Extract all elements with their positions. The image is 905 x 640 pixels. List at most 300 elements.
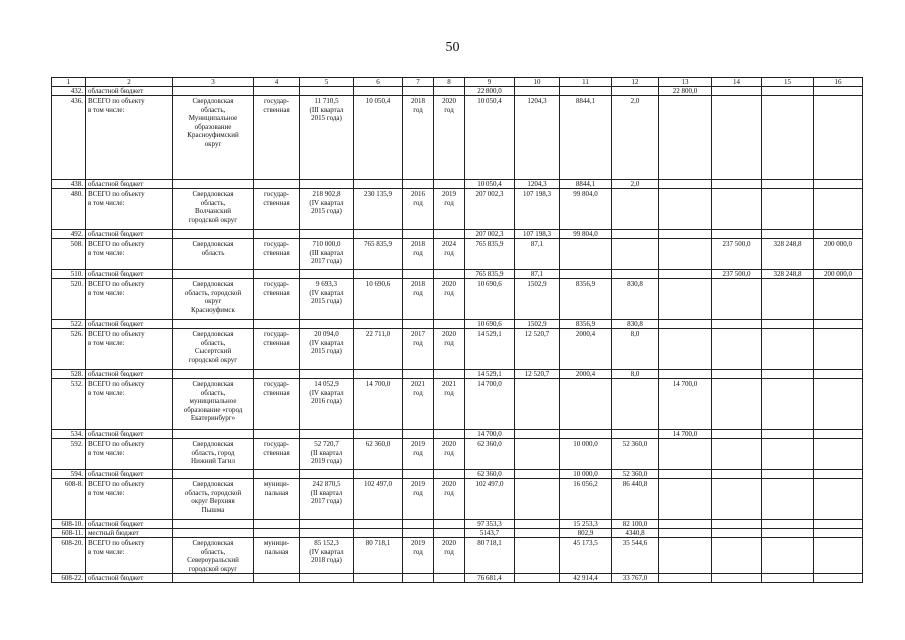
table-cell: 2020 год [434,538,465,574]
table-cell: государ- ственная [254,96,300,180]
table-cell: 492. [52,230,86,239]
table-cell [814,189,863,230]
table-cell [300,180,354,189]
table-cell [712,430,762,439]
table-cell: 45 173,5 [560,538,612,574]
table-cell [434,529,465,538]
table-cell [403,370,434,379]
table-cell: 62 360,0 [354,439,403,470]
table-cell: 52 360,0 [612,439,659,470]
table-cell: 14 700,0 [659,430,712,439]
table-cell [612,230,659,239]
table-cell [254,529,300,538]
table-cell [254,180,300,189]
table-cell: ВСЕГО по объекту в том числе: [86,439,173,470]
table-cell: 608-20. [52,538,86,574]
table-cell: 526. [52,329,86,370]
table-cell [515,520,560,529]
table-cell: 102 497,0 [354,479,403,520]
table-cell: 2019 год [403,538,434,574]
table-cell: 2020 год [434,279,465,320]
table-cell: 2016 год [403,189,434,230]
table-cell: областной бюджет [86,470,173,479]
table-cell [560,239,612,270]
table-cell [173,87,254,96]
table-cell [434,520,465,529]
table-cell [403,430,434,439]
table-cell [434,87,465,96]
table-cell: 2019 год [434,189,465,230]
table-cell: 12 520,7 [515,329,560,370]
table-cell [515,470,560,479]
column-number-row [52,78,863,87]
table-cell [254,87,300,96]
table-cell [762,520,814,529]
table-cell [762,320,814,329]
column-number-cell: 16 [814,78,863,87]
table-cell [659,180,712,189]
table-cell: 8844,1 [560,180,612,189]
table-cell [659,574,712,583]
table-cell [354,430,403,439]
table-cell [173,430,254,439]
table-cell [814,520,863,529]
table-cell [560,270,612,279]
table-cell [814,370,863,379]
table-cell: областной бюджет [86,320,173,329]
table-cell: 830,8 [612,279,659,320]
table-cell [762,479,814,520]
table-cell [434,180,465,189]
table-cell [612,189,659,230]
table-cell [814,329,863,370]
table-cell [434,270,465,279]
table-cell [814,320,863,329]
table-cell [515,430,560,439]
table-cell [403,320,434,329]
table-cell: Свердловская область, Сысертский городской округ [173,329,254,370]
table-cell [762,87,814,96]
table-cell: 237 500,0 [712,239,762,270]
table-cell: 33 767,0 [612,574,659,583]
table-cell: 107 198,3 [515,189,560,230]
table-cell: 52 720,7 (II квартал 2019 года) [300,439,354,470]
table-cell: 2000,4 [560,329,612,370]
table-cell [762,189,814,230]
table-cell: 2,0 [612,96,659,180]
table-cell: 2020 год [434,96,465,180]
table-cell: 10 050,4 [465,96,515,180]
table-cell: 2018 год [403,279,434,320]
table-cell: 508. [52,239,86,270]
table-cell [814,479,863,520]
table-cell: ВСЕГО по объекту в том числе: [86,96,173,180]
table-cell: 436. [52,96,86,180]
table-cell: ВСЕГО по объекту в том числе: [86,479,173,520]
table-cell [300,520,354,529]
table-cell: 432. [52,87,86,96]
table-cell [560,430,612,439]
table-cell [814,439,863,470]
column-number-cell: 14 [712,78,762,87]
table-cell [659,479,712,520]
table-cell: областной бюджет [86,370,173,379]
table-cell: 52 360,0 [612,470,659,479]
table-cell: Свердловская область, Североуральский городской округ [173,538,254,574]
table-cell [712,379,762,430]
table-cell: 1502,9 [515,279,560,320]
table-cell: 12 520,7 [515,370,560,379]
table-cell [659,439,712,470]
table-cell: 1204,3 [515,180,560,189]
column-number-cell: 5 [300,78,354,87]
table-cell: 522. [52,320,86,329]
table-cell [354,574,403,583]
table-cell [173,370,254,379]
table-cell: 42 914,4 [560,574,612,583]
table-cell [560,87,612,96]
table-cell: 438. [52,180,86,189]
table-cell: 830,8 [612,320,659,329]
table-cell: государ- ственная [254,439,300,470]
table-cell: 14 700,0 [354,379,403,430]
table-cell [814,379,863,430]
table-cell: государ- ственная [254,379,300,430]
table-cell [762,96,814,180]
table-cell: государ- ственная [254,239,300,270]
table-cell: 207 002,3 [465,189,515,230]
table-cell: муници- пальная [254,538,300,574]
table-cell [254,430,300,439]
object-row [52,439,863,470]
table-cell: Свердловская область, Волчанский городской округ [173,189,254,230]
table-cell: 242 870,5 (II квартал 2017 года) [300,479,354,520]
table-cell [300,320,354,329]
table-cell [300,370,354,379]
table-cell: 218 902,8 (IV квартал 2015 года) [300,189,354,230]
object-row [52,329,863,370]
table-cell: 4340,8 [612,529,659,538]
table-cell [173,180,254,189]
table-cell [254,370,300,379]
table-cell: 2020 год [434,479,465,520]
table-cell: 8356,9 [560,320,612,329]
table-cell: местный бюджет [86,529,173,538]
budget-row [52,270,863,279]
table-cell: 14 700,0 [659,379,712,430]
table-cell: 528. [52,370,86,379]
table-cell [659,529,712,538]
table-cell: 532. [52,379,86,430]
table-cell [712,96,762,180]
table-cell: ВСЕГО по объекту в том числе: [86,189,173,230]
table-cell: 2019 год [403,479,434,520]
table-cell: 22 800,0 [659,87,712,96]
table-cell [434,320,465,329]
table-cell: 2019 год [403,439,434,470]
table-cell: 2018 год [403,239,434,270]
table-cell [814,529,863,538]
table-cell [712,180,762,189]
table-cell: 207 002,3 [465,230,515,239]
table-cell [300,529,354,538]
table-cell [659,370,712,379]
table-cell: 85 152,3 (IV квартал 2018 года) [300,538,354,574]
table-cell [300,430,354,439]
table-cell [354,87,403,96]
table-cell: 237 500,0 [712,270,762,279]
table-cell [515,87,560,96]
table-cell [762,574,814,583]
table-cell: 520. [52,279,86,320]
table-cell: 8356,9 [560,279,612,320]
table-cell [173,320,254,329]
budget-row [52,370,863,379]
table-cell: 80 718,1 [465,538,515,574]
table-cell [354,180,403,189]
table-cell: государ- ственная [254,279,300,320]
table-cell [434,574,465,583]
table-cell: ВСЕГО по объекту в том числе: [86,279,173,320]
table-cell [762,470,814,479]
budget-row [52,529,863,538]
table-cell [712,370,762,379]
table-cell: 230 135,9 [354,189,403,230]
table-cell: 107 198,3 [515,230,560,239]
budget-row [52,470,863,479]
column-number-cell: 8 [434,78,465,87]
table-cell [354,470,403,479]
table-cell: 82 100,0 [612,520,659,529]
table-cell [403,87,434,96]
table-cell: 1204,3 [515,96,560,180]
object-row [52,279,863,320]
table-cell [712,529,762,538]
table-cell: Свердловская область, Муниципальное образование Красноуфимский округ [173,96,254,180]
table-cell [712,470,762,479]
table-cell: областной бюджет [86,574,173,583]
table-cell [712,189,762,230]
table-cell [814,180,863,189]
table-cell: 14 052,9 (IV квартал 2016 года) [300,379,354,430]
table-cell: 2021 год [434,379,465,430]
table-cell: областной бюджет [86,180,173,189]
table-cell [612,430,659,439]
table-cell: областной бюджет [86,87,173,96]
table-cell [762,430,814,439]
object-row [52,189,863,230]
table-cell: 99 804,0 [560,189,612,230]
table-cell: 710 000,0 (III квартал 2017 года) [300,239,354,270]
column-number-cell: 9 [465,78,515,87]
table-cell: Свердловская область, муниципальное образование «город Екатеринбург» [173,379,254,430]
column-number-cell: 15 [762,78,814,87]
object-row [52,479,863,520]
table-cell: 14 700,0 [465,379,515,430]
table-cell [659,96,712,180]
table-cell [659,538,712,574]
table-cell: 97 353,3 [465,520,515,529]
table-cell [515,439,560,470]
table-cell: 14 700,0 [465,430,515,439]
table-cell: 2021 год [403,379,434,430]
table-cell [515,529,560,538]
column-number-cell: 13 [659,78,712,87]
table-cell [354,529,403,538]
table-cell: 10 690,6 [354,279,403,320]
page-number: 50 [445,40,460,55]
table-cell: ВСЕГО по объекту в том числе: [86,538,173,574]
table-cell [434,230,465,239]
table-cell [712,538,762,574]
column-number-cell: 2 [86,78,173,87]
table-cell: областной бюджет [86,520,173,529]
table-cell: 608-10. [52,520,86,529]
table-cell: 62 360,0 [465,470,515,479]
table-cell: Свердловская область, городской округ Красноуфимск [173,279,254,320]
table-cell [814,87,863,96]
table-cell [762,279,814,320]
table-cell [254,320,300,329]
table-cell: 35 544,6 [612,538,659,574]
table-cell [254,470,300,479]
table-cell: 8844,1 [560,96,612,180]
table-cell: государ- ственная [254,189,300,230]
table-cell: 22 711,0 [354,329,403,370]
table-cell [712,574,762,583]
table-cell: муници- пальная [254,479,300,520]
column-number-cell: 1 [52,78,86,87]
table-cell: 102 497,0 [465,479,515,520]
table-cell: 594. [52,470,86,479]
budget-table [51,77,863,583]
table-cell: областной бюджет [86,430,173,439]
table-cell: областной бюджет [86,230,173,239]
table-cell [354,230,403,239]
table-cell: Свердловская область, город Нижний Тагил [173,439,254,470]
table-cell [403,180,434,189]
table-cell: 99 804,0 [560,230,612,239]
table-cell: 608-22. [52,574,86,583]
table-cell [659,230,712,239]
column-number-cell: 6 [354,78,403,87]
table-cell: 765 835,9 [465,270,515,279]
table-cell: 10 050,4 [354,96,403,180]
table-cell [434,470,465,479]
table-cell [515,538,560,574]
table-cell [403,470,434,479]
table-cell [659,189,712,230]
table-cell: 2000,4 [560,370,612,379]
table-cell [612,379,659,430]
table-cell: 22 800,0 [465,87,515,96]
table-cell [434,370,465,379]
table-cell [659,520,712,529]
table-cell [712,320,762,329]
table-cell: ВСЕГО по объекту в том числе: [86,379,173,430]
table-cell [762,538,814,574]
table-cell [762,529,814,538]
table-cell [762,180,814,189]
table-cell [659,320,712,329]
table-cell [612,239,659,270]
table-cell: 10 000,0 [560,470,612,479]
table-cell [659,239,712,270]
column-number-cell: 7 [403,78,434,87]
table-cell [659,279,712,320]
table-cell: ВСЕГО по объекту в том числе: [86,239,173,270]
table-cell: 765 835,9 [354,239,403,270]
table-cell [173,270,254,279]
table-cell [403,520,434,529]
table-cell [515,574,560,583]
table-cell: 2,0 [612,180,659,189]
table-cell: 14 529,1 [465,370,515,379]
table-cell [515,379,560,430]
table-cell [300,270,354,279]
table-cell: 11 710,5 (III квартал 2015 года) [300,96,354,180]
table-cell [254,574,300,583]
table-cell: 10 690,6 [465,279,515,320]
column-number-cell: 11 [560,78,612,87]
table-cell [300,470,354,479]
table-cell [403,270,434,279]
table-cell [173,529,254,538]
table-cell [354,370,403,379]
table-body [52,78,863,583]
table-cell: 2020 год [434,439,465,470]
table-cell [560,379,612,430]
column-number-cell: 3 [173,78,254,87]
table-cell: 608-11. [52,529,86,538]
table-cell: 534. [52,430,86,439]
table-cell: 15 253,3 [560,520,612,529]
table-cell [762,439,814,470]
table-cell [712,329,762,370]
object-row [52,379,863,430]
table-cell [612,270,659,279]
table-cell [814,430,863,439]
object-row [52,96,863,180]
table-cell [814,470,863,479]
table-cell [173,470,254,479]
table-cell: 5143,7 [465,529,515,538]
column-number-cell: 10 [515,78,560,87]
table-cell [712,479,762,520]
table-cell [403,230,434,239]
table-cell [354,270,403,279]
table-cell: 20 094,0 (IV квартал 2015 года) [300,329,354,370]
table-cell: 87,1 [515,270,560,279]
table-cell [403,574,434,583]
table-cell: 2017 год [403,329,434,370]
table-cell [254,520,300,529]
table-cell [659,470,712,479]
table-cell [814,96,863,180]
table-cell [354,320,403,329]
table-cell [814,574,863,583]
table-cell [712,279,762,320]
table-cell: 2024 год [434,239,465,270]
table-cell: 14 529,1 [465,329,515,370]
object-row [52,239,863,270]
table-cell: 200 000,0 [814,270,863,279]
table-cell [762,230,814,239]
table-cell: 1502,9 [515,320,560,329]
budget-row [52,87,863,96]
table-cell: 8,0 [612,329,659,370]
table-cell: 328 248,8 [762,270,814,279]
